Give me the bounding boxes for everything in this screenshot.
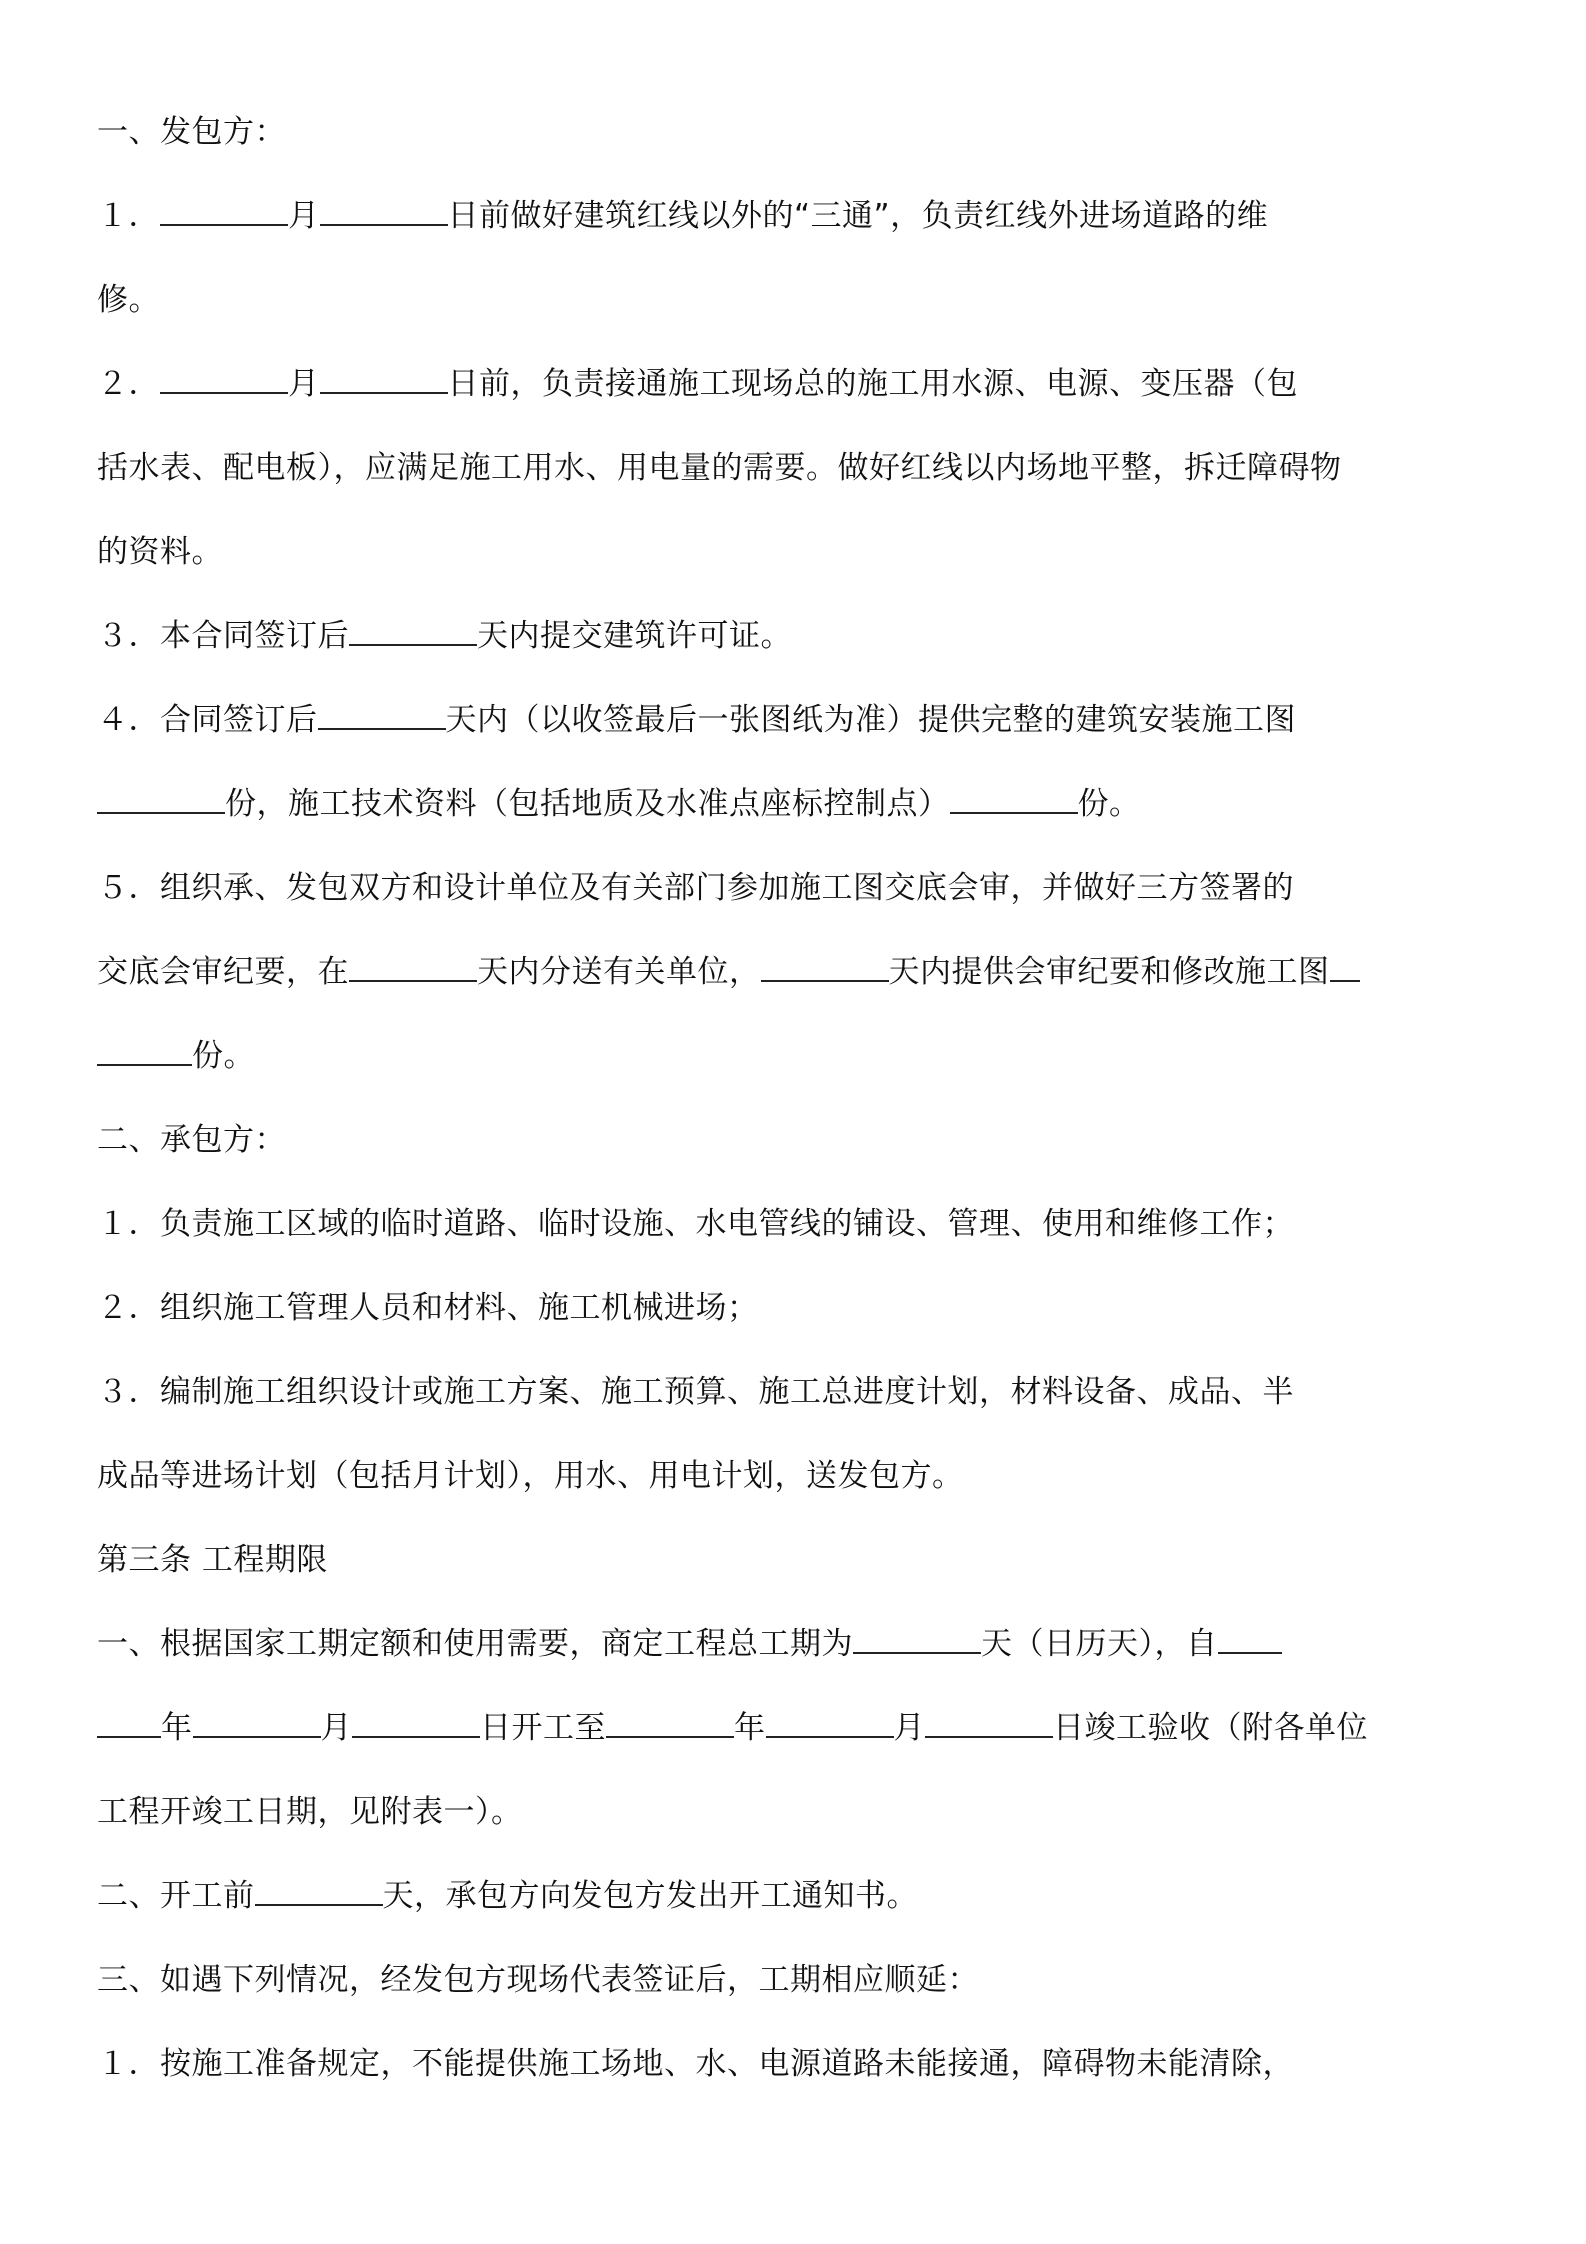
paragraph-line: 修。 bbox=[97, 282, 160, 318]
blank-field bbox=[97, 784, 225, 814]
section-heading-contractor: 二、承包方： bbox=[97, 1122, 286, 1158]
text-span: 日竣工验收（附各单位 bbox=[1053, 1710, 1368, 1746]
text-span: 月 bbox=[288, 366, 320, 402]
blank-field bbox=[950, 784, 1078, 814]
blank-field bbox=[606, 1708, 734, 1738]
blank-field bbox=[160, 364, 288, 394]
paragraph-line bbox=[97, 1708, 1368, 1748]
paragraph-line: １．按施工准备规定，不能提供施工场地、水、电源道路未能接通，障碍物未能清除， bbox=[97, 2046, 1294, 2082]
paragraph-line: ５．组织承、发包双方和设计单位及有关部门参加施工图交底会审，并做好三方签署的 bbox=[97, 870, 1294, 906]
paragraph-line bbox=[97, 700, 1296, 740]
text-span: 天（日历天），自 bbox=[981, 1626, 1218, 1662]
text-span: 天内分送有关单位， bbox=[477, 954, 761, 990]
blank-field bbox=[97, 1036, 192, 1066]
item-number: ２． bbox=[97, 366, 160, 402]
blank-field bbox=[352, 1708, 480, 1738]
blank-field bbox=[853, 1624, 981, 1654]
text-span: 份。 bbox=[192, 1038, 255, 1074]
text-span: 交底会审纪要，在 bbox=[97, 954, 349, 990]
text-span: ３．本合同签订后 bbox=[97, 618, 349, 654]
text-span: 天内提供会审纪要和修改施工图 bbox=[888, 954, 1330, 990]
blank-field bbox=[320, 196, 448, 226]
text-span: 份，施工技术资料（包括地质及水准点座标控制点） bbox=[225, 786, 950, 822]
text-span: 二、开工前 bbox=[97, 1878, 255, 1914]
blank-field bbox=[255, 1876, 383, 1906]
text-span: 日前，负责接通施工现场总的施工用水源、电源、变压器（包 bbox=[447, 366, 1298, 402]
text-span: 天，承包方向发包方发出开工通知书。 bbox=[382, 1878, 918, 1914]
blank-field bbox=[1330, 952, 1360, 982]
paragraph-line bbox=[97, 784, 1141, 824]
paragraph-line: 的资料。 bbox=[97, 534, 223, 570]
paragraph-line: ２．组织施工管理人员和材料、施工机械进场； bbox=[97, 1290, 759, 1326]
paragraph-line bbox=[97, 1036, 255, 1076]
text-span: 年 bbox=[734, 1710, 766, 1746]
paragraph-line: 成品等进场计划（包括月计划），用水、用电计划，送发包方。 bbox=[97, 1458, 964, 1494]
blank-field bbox=[97, 1708, 161, 1738]
section-heading-employer: 一、发包方： bbox=[97, 114, 286, 150]
blank-field bbox=[925, 1708, 1053, 1738]
text-span: 天内（以收签最后一张图纸为准）提供完整的建筑安装施工图 bbox=[445, 702, 1296, 738]
text-span: 份。 bbox=[1077, 786, 1141, 822]
paragraph-line bbox=[97, 364, 1298, 404]
paragraph-line bbox=[97, 1624, 1282, 1664]
paragraph-line bbox=[97, 616, 792, 656]
blank-field bbox=[320, 364, 448, 394]
text-span: 日前做好建筑红线以外的“三通”，负责红线外进场道路的维 bbox=[447, 198, 1269, 234]
text-span: 日开工至 bbox=[480, 1710, 606, 1746]
text-span: ４．合同签订后 bbox=[97, 702, 318, 738]
paragraph-line: ３．编制施工组织设计或施工方案、施工预算、施工总进度计划，材料设备、成品、半 bbox=[97, 1374, 1294, 1410]
text-span: 月 bbox=[893, 1710, 925, 1746]
blank-field bbox=[193, 1708, 321, 1738]
blank-field bbox=[349, 952, 477, 982]
text-span: 月 bbox=[288, 198, 320, 234]
text-span: 天内提交建筑许可证。 bbox=[477, 618, 792, 654]
text-span: 年 bbox=[161, 1710, 193, 1746]
paragraph-line bbox=[97, 1876, 918, 1916]
item-number: １． bbox=[97, 198, 160, 234]
paragraph-line: １．负责施工区域的临时道路、临时设施、水电管线的铺设、管理、使用和维修工作； bbox=[97, 1206, 1294, 1242]
article-heading-term: 第三条 工程期限 bbox=[97, 1542, 328, 1578]
paragraph-line: 括水表、配电板），应满足施工用水、用电量的需要。做好红线以内场地平整，拆迁障碍物 bbox=[97, 450, 1342, 486]
paragraph-line bbox=[97, 196, 1268, 236]
text-span: 月 bbox=[320, 1710, 352, 1746]
paragraph-line: 三、如遇下列情况，经发包方现场代表签证后，工期相应顺延： bbox=[97, 1962, 979, 1998]
blank-field bbox=[1218, 1624, 1282, 1654]
paragraph-line bbox=[97, 952, 1360, 992]
paragraph-line: 工程开竣工日期，见附表一）。 bbox=[97, 1794, 523, 1830]
blank-field bbox=[766, 1708, 894, 1738]
blank-field bbox=[349, 616, 477, 646]
blank-field bbox=[160, 196, 288, 226]
blank-field bbox=[761, 952, 889, 982]
text-span: 一、根据国家工期定额和使用需要，商定工程总工期为 bbox=[97, 1626, 853, 1662]
blank-field bbox=[318, 700, 446, 730]
